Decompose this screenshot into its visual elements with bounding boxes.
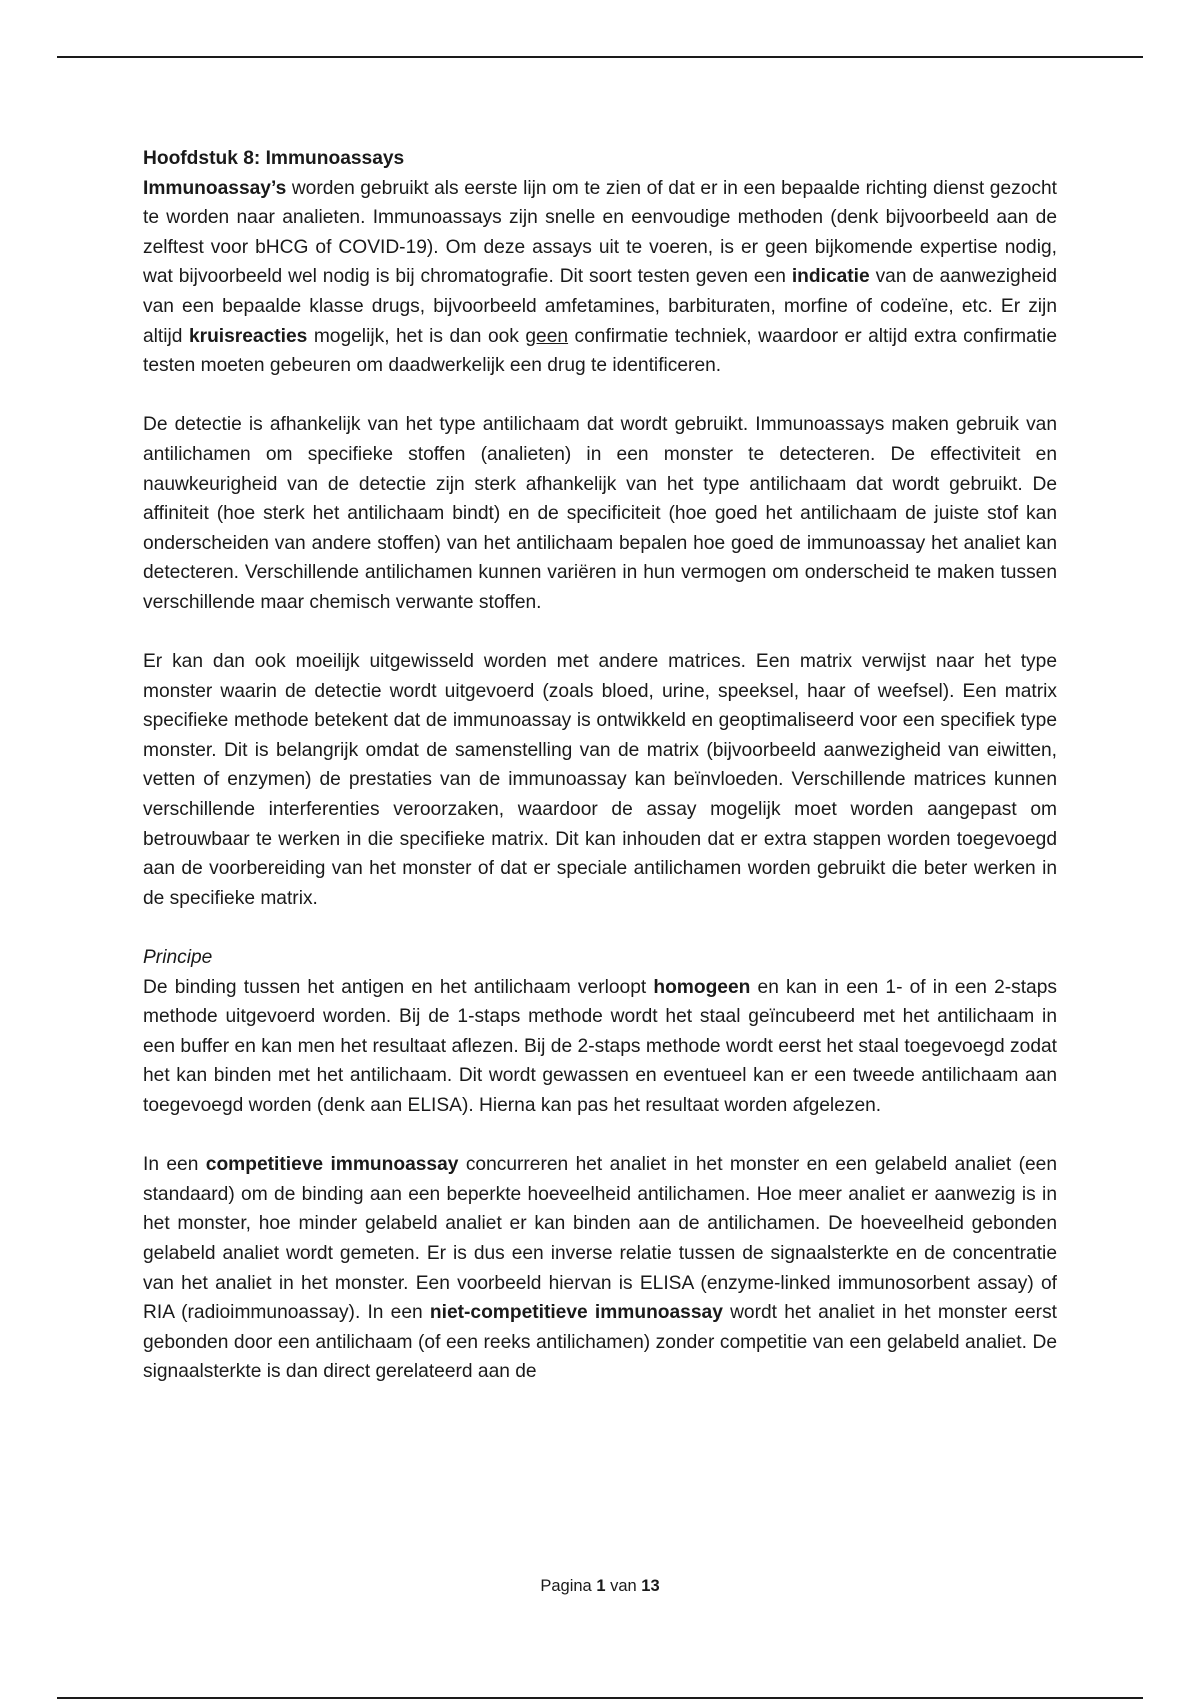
underlined-term: geen: [525, 325, 569, 347]
paragraph-detection: De detectie is afhankelijk van het type antilichaam dat wordt gebruikt. Immunoassays maken gebruik van antilichamen om specifieke stoffen (analieten) in een monster te detecteren. De effectiviteit en nauwkeurigheid van de detectie zijn sterk afhankelijk van het type antilichaam dat wordt gebruikt. De affiniteit (hoe sterk het antilichaam bindt) en de specificiteit (hoe goed het antilichaam de juiste stof kan onderscheiden van andere stoffen) van het antilichaam bepalen hoe goed de immunoassay het analiet kan detecteren. Verschillende antilichamen kunnen variëren in hun vermogen om onderscheid te maken tussen verschillende maar chemisch verwante stoffen.: [143, 414, 1057, 613]
bold-term: Immunoassay’s: [143, 177, 287, 199]
footer-rule: [57, 1697, 1143, 1699]
chapter-heading: Hoofdstuk 8: Immunoassays: [143, 148, 405, 169]
bold-term: homogeen: [653, 976, 751, 998]
paragraph-competitive: In een competitieve immunoassay concurreren het analiet in het monster en een gelabeld analiet (een standaard) om de binding aan een beperkte hoeveelheid antilichamen. Hoe meer analiet er aanwezig is in het monster, hoe minder gelabeld analiet er kan binden aan de antilichamen. De hoeveelheid gebonden gelabeld analiet wordt gemeten. Er is dus een inverse relatie tussen de signaalsterkte en de concentratie van het analiet in het monster. Een voorbeeld hiervan is ELISA (enzyme-linked immunosorbent assay) of RIA (radioimmunoassay). In een niet-competitieve immunoassay wordt het analiet in het monster eerst gebonden door een antilichaam (of een reeks antilichamen) zonder competitie van een gelabeld analiet. De signaalsterkte is dan direct gerelateerd aan de: [143, 1154, 1057, 1383]
paragraph-matrix: Er kan dan ook moeilijk uitgewisseld worden met andere matrices. Een matrix verwijst naar het type monster waarin de detectie wordt uitgevoerd (zoals bloed, urine, speeksel, haar of weefsel). Een matrix specifieke methode betekent dat de immunoassay is ontwikkeld en geoptimaliseerd voor een specifiek type monster. Dit is belangrijk omdat de samenstelling van de matrix (bijvoorbeeld aanwezigheid van eiwitten, vetten of enzymen) de prestaties van de immunoassay kan beïnvloeden. Verschillende matrices kunnen verschillende interferenties veroorzaken, waardoor de assay mogelijk moet worden aangepast om betrouwbaar te werken in die specifieke matrix. Dit kan inhouden dat er extra stappen worden toegevoegd aan de voorbereiding van het monster of dat er speciale antilichamen worden gebruikt die beter werken in de specifieke matrix.: [143, 651, 1057, 909]
bold-term: niet-competitieve immunoassay: [429, 1302, 723, 1324]
header-rule: [57, 56, 1143, 58]
paragraph-intro: Immunoassay’s worden gebruikt als eerste lijn om te zien of dat er in een bepaalde richting dienst gezocht te worden naar analieten. Immunoassays zijn snelle en eenvoudige methoden (denk bijvoorbeeld aan de zelftest voor bHCG of COVID-19). Om deze assays uit te voeren, is er geen bijkomende expertise nodig, wat bijvoorbeeld wel nodig is bij chromatografie. Dit soort testen geven een indicatie van de aanwezigheid van een bepaalde klasse drugs, bijvoorbeeld amfetamines, barbituraten, morfine of codeïne, etc. Er zijn altijd kruisreacties mogelijk, het is dan ook geen confirmatie techniek, waardoor er altijd extra confirmatie testen moeten gebeuren om daadwerkelijk een drug te identificeren.: [143, 177, 1057, 377]
bold-term: indicatie: [791, 266, 870, 288]
page-footer: Pagina 1 van 13: [540, 1577, 660, 1595]
bold-term: kruisreacties: [188, 325, 308, 347]
total-page-count: 13: [641, 1577, 660, 1595]
paragraph-principle: De binding tussen het antigen en het antilichaam verloopt homogeen en kan in een 1- of in een 2-staps methode uitgevoerd worden. Bij de 1-staps methode wordt het staal geïncubeerd met het antilichaam in een buffer en kan men het resultaat aflezen. Bij de 2-staps methode wordt eerst het staal toegevoegd zodat het kan binden met het antilichaam. Dit wordt gewassen en eventueel kan er een tweede antilichaam aan toegevoegd worden (denk aan ELISA). Hierna kan pas het resultaat worden afgelezen.: [143, 976, 1057, 1116]
bold-term: competitieve immunoassay: [205, 1154, 459, 1176]
page-content: [143, 144, 1057, 1387]
current-page-number: 1: [596, 1577, 606, 1595]
section-subheading: Principe: [143, 947, 213, 969]
